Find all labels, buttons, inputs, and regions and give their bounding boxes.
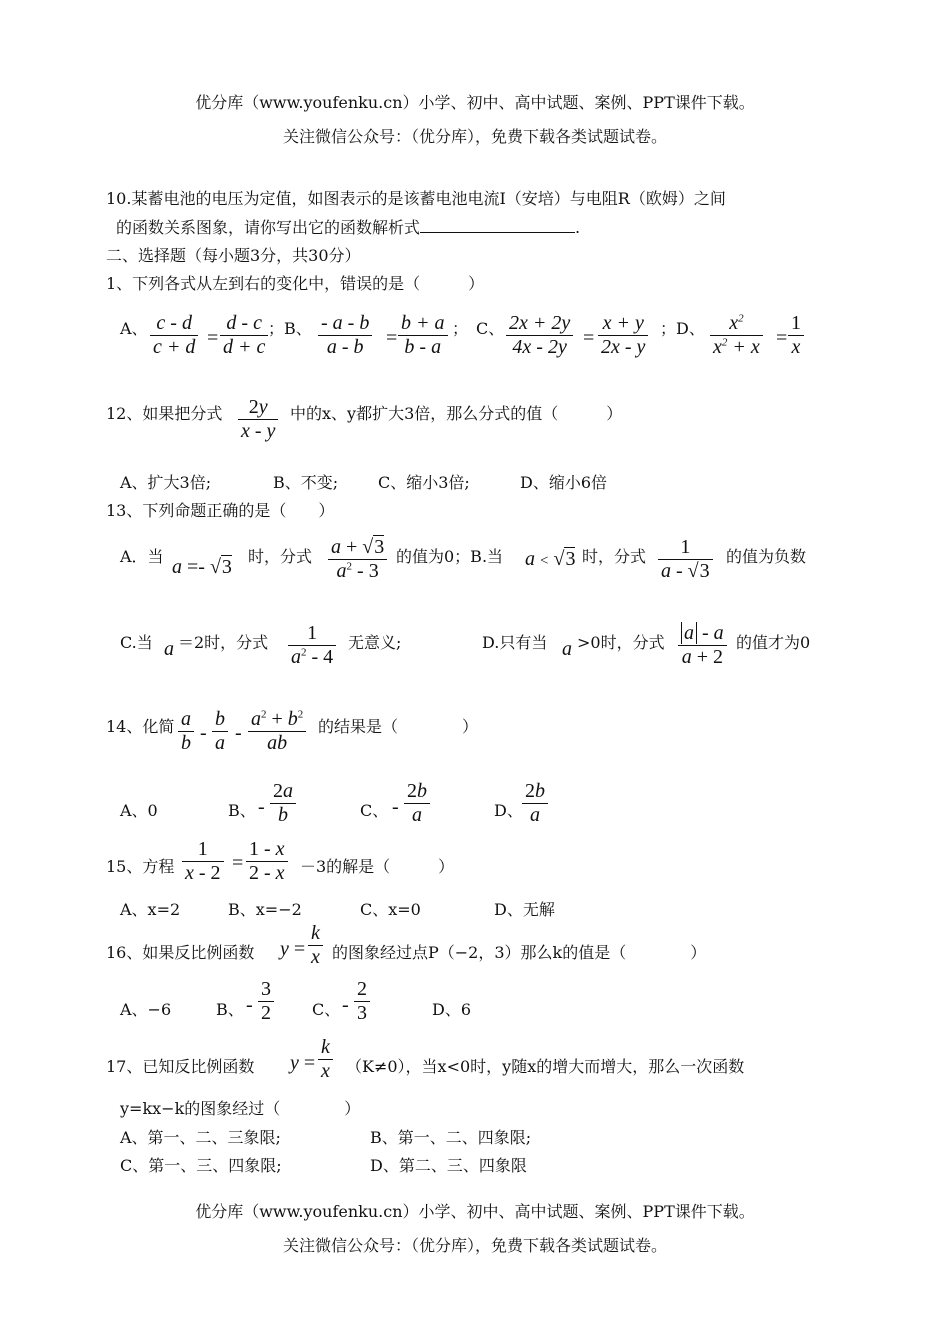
q13-d-variable: a — [562, 638, 572, 660]
q14-option-d-fraction: 2b a — [522, 780, 548, 827]
equals-sign: = — [386, 327, 398, 349]
q16-stem-end: 的图象经过点P（−2，3）那么k的值是（ ） — [332, 943, 707, 962]
q13-b-fraction: 1 a - √3 — [658, 536, 713, 583]
q12-option-d: D、缩小6倍 — [520, 473, 608, 492]
q13-c-fraction: 1 $a^2 - 4$ — [288, 622, 336, 669]
minus-sign: - — [246, 994, 253, 1016]
q12-option-c: C、缩小3倍; — [378, 473, 470, 492]
q16-option-b-fraction: 3 2 — [258, 978, 274, 1025]
equals-sign: = — [232, 852, 244, 874]
q15-option-d: D、无解 — [494, 900, 555, 919]
equals-sign: = — [583, 327, 595, 349]
minus-sign: - — [258, 796, 265, 818]
header-line-2: 关注微信公众号：（优分库），免费下载各类试题试卷。 — [282, 127, 667, 146]
q1-c-left-fraction: 2x + 2y 4x - 2y — [506, 312, 573, 359]
q12-stem-start: 12、如果把分式 — [106, 404, 223, 423]
q16-option-b-label: B、 — [216, 1000, 244, 1019]
q13-d-text-1: D.只有当 — [482, 633, 548, 652]
q17-option-c: C、第一、三、四象限; — [120, 1156, 282, 1175]
q12-stem-end: 中的x、y都扩大3倍，那么分式的值（ ） — [290, 404, 623, 423]
header-line-1: 优分库（www.youfenku.cn）小学、初中、高中试题、案例、PPT课件下载。 — [195, 93, 755, 112]
q15-option-c: C、x=0 — [360, 900, 421, 919]
q14-option-c-fraction: 2b a — [404, 780, 430, 827]
q14-stem-start: 14、化简 — [106, 717, 175, 736]
q1-label-c: ； C、 — [452, 319, 505, 338]
q16-option-a: A、−6 — [120, 1000, 172, 1019]
q13-b-text-1: 时，分式 — [582, 547, 647, 566]
q16-stem-start: 16、如果反比例函数 — [106, 943, 255, 962]
q13-a-text-2: 时，分式 — [248, 547, 313, 566]
q14-fraction-b-a: b a — [212, 708, 228, 755]
minus-sign: - — [200, 722, 207, 744]
q13-c-variable: a — [164, 638, 174, 660]
q16-function-lhs: y = — [280, 938, 306, 960]
equals-sign: = — [207, 327, 219, 349]
q17-option-d: D、第二、三、四象限 — [370, 1156, 527, 1175]
q1-d-right-fraction: 1 x — [788, 312, 804, 359]
q13-c-text-3: 无意义; — [348, 633, 402, 652]
q14-option-a: A、0 — [120, 801, 158, 820]
q14-option-c-label: C、 — [360, 801, 389, 820]
q1-label-a: A、 — [120, 319, 148, 338]
minus-sign: - — [342, 994, 349, 1016]
q16-option-d: D、6 — [432, 1000, 472, 1019]
q17-function-lhs: y = — [290, 1052, 316, 1074]
section-2-title: 二、选择题（每小题3分，共30分） — [106, 246, 361, 265]
q15-stem-end: －3的解是（ ） — [300, 857, 455, 876]
q14-stem-end: 的结果是（ ） — [318, 717, 479, 736]
q13-d-text-3: 的值才为0 — [736, 633, 811, 652]
q17-stem-end: （K≠0），当x<0时，y随x的增大而增大，那么一次函数 — [346, 1057, 745, 1076]
q15-right-fraction: 1 - x 2 - x — [246, 838, 288, 885]
q13-b-condition: a < √3 — [525, 548, 576, 570]
q15-option-b: B、x=−2 — [228, 900, 302, 919]
q1-b-right-fraction: b + a b - a — [398, 312, 448, 359]
q1-c-right-fraction: x + y 2x - y — [598, 312, 648, 359]
q16-option-c-fraction: 2 3 — [354, 978, 370, 1025]
q17-option-a: A、第一、二、三象限; — [120, 1128, 281, 1147]
q12-option-a: A、扩大3倍; — [120, 473, 212, 492]
q1-label-d: ；D、 — [660, 319, 705, 338]
q13-b-text-2: 的值为负数 — [726, 547, 807, 566]
answer-blank — [420, 218, 575, 233]
q14-fraction-a-b: a b — [178, 708, 194, 755]
q1-d-left-fraction: $x^2$ $x^2 + x$ — [710, 312, 763, 359]
q14-option-b-fraction: 2a b — [270, 780, 296, 827]
q13-a-condition: a =- √3 — [172, 556, 232, 578]
q15-stem-start: 15、方程 — [106, 857, 175, 876]
q10-end: . — [575, 218, 581, 237]
equals-sign: = — [776, 327, 788, 349]
q14-fraction-sum: $a^2 + b^2$ ab — [248, 708, 306, 755]
q10-line-2-text: 的函数关系图象，请你写出它的函数解析式 — [116, 218, 421, 237]
q13-a-fraction: a + √3 $a^2 - 3$ — [328, 536, 387, 583]
minus-sign: - — [392, 796, 399, 818]
footer-line-2: 关注微信公众号：（优分库），免费下载各类试题试卷。 — [282, 1236, 667, 1255]
q17-stem-line-2: y=kx−k的图象经过（ ） — [120, 1099, 361, 1118]
q1-a-left-fraction: c - d c + d — [150, 312, 198, 359]
q13-a-text-3: 的值为0；B.当 — [396, 547, 504, 566]
q13-c-text-1: C.当 — [120, 633, 153, 652]
q17-stem-start: 17、已知反比例函数 — [106, 1057, 255, 1076]
q1-label-b: ；B、 — [268, 319, 312, 338]
q1-b-left-fraction: - a - b a - b — [318, 312, 372, 359]
q17-function-fraction: k x — [318, 1036, 333, 1083]
q12-option-b: B、不变; — [273, 473, 339, 492]
q14-option-b-label: B、 — [228, 801, 256, 820]
q16-function-fraction: k x — [308, 922, 323, 969]
q13-a-text-1: A．当 — [120, 547, 164, 566]
q10-line-2 — [116, 215, 580, 238]
q16-option-c-label: C、 — [312, 1000, 341, 1019]
footer-line-1: 优分库（www.youfenku.cn）小学、初中、高中试题、案例、PPT课件下载。 — [195, 1202, 755, 1221]
q1-stem: 1、下列各式从左到右的变化中，错误的是（ ） — [106, 274, 485, 293]
q1-a-right-fraction: d - c d + c — [220, 312, 268, 359]
q10-line-1: 10.某蓄电池的电压为定值，如图表示的是该蓄电池电流I（安培）与电阻R（欧姆）之间 — [106, 189, 726, 208]
q17-option-b: B、第一、二、四象限; — [370, 1128, 532, 1147]
q14-option-d-label: D、 — [494, 801, 523, 820]
q13-d-fraction: a - a a + 2 — [678, 622, 727, 669]
q12-fraction: 2y x - y — [238, 396, 278, 443]
q13-c-text-2: ＝2时，分式 — [178, 633, 269, 652]
q13-stem: 13、下列命题正确的是（ ） — [106, 501, 335, 520]
q15-option-a: A、x=2 — [120, 900, 181, 919]
minus-sign: - — [235, 722, 242, 744]
q13-d-text-2: >0时，分式 — [577, 633, 665, 652]
q15-left-fraction: 1 x - 2 — [182, 838, 224, 885]
